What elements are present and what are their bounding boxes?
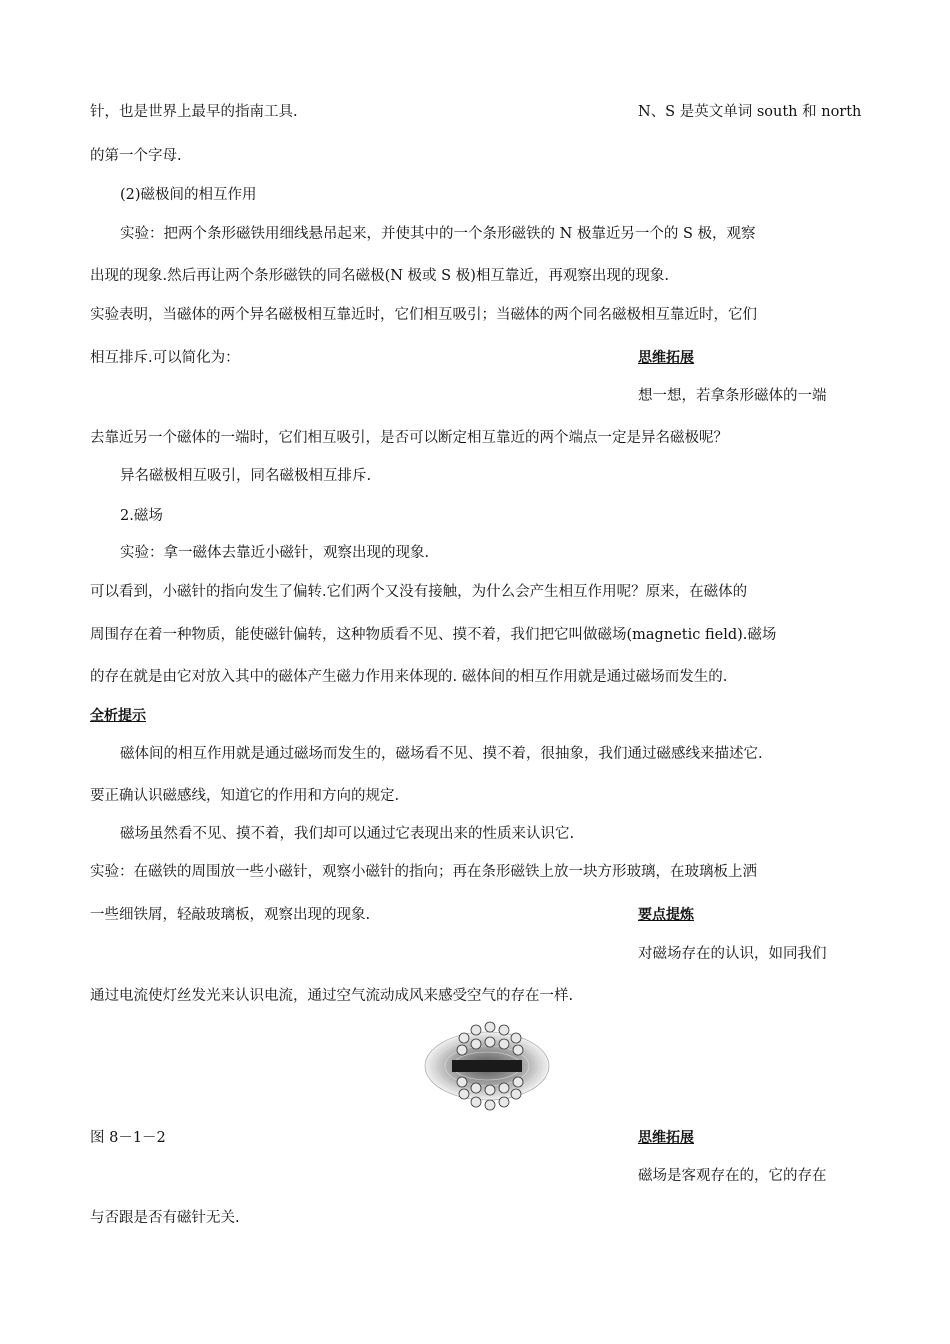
text-line: 的第一个字母.: [90, 148, 182, 164]
bar-magnet: [452, 1060, 522, 1072]
text-line: 出现的现象.然后再让两个条形磁铁的同名磁极(N 极或 S 极)相互靠近，再观察出现的现象.: [90, 268, 669, 284]
text-line: 可以看到，小磁针的指向发生了偏转.它们两个又没有接触，为什么会产生相互作用呢？原来，在磁体的: [90, 584, 748, 600]
text-line: 磁场虽然看不见、摸不着，我们却可以通过它表现出来的性质来认识它.: [120, 826, 575, 842]
text-line: 与否跟是否有磁针无关.: [90, 1210, 240, 1226]
sidebar-heading: 思维拓展: [638, 1130, 694, 1146]
sidebar-heading: 要点提炼: [638, 907, 694, 923]
figure-caption: 图 8－1－2: [90, 1130, 166, 1146]
text-line: 实验：在磁铁的周围放一些小磁针，观察小磁针的指向；再在条形磁铁上放一块方形玻璃，在玻璃板上洒: [90, 864, 757, 880]
side-note-line: 磁场是客观存在的，它的存在: [638, 1168, 827, 1184]
text-line: 去靠近另一个磁体的一端时，它们相互吸引，是否可以断定相互靠近的两个端点一定是异名磁极呢？: [90, 430, 728, 446]
side-note-line: 想一想，若拿条形磁体的一端: [638, 388, 827, 404]
text-line: 通过电流使灯丝发光来认识电流，通过空气流动成风来感受空气的存在一样.: [90, 988, 574, 1004]
side-note-line: 对磁场存在的认识，如同我们: [638, 946, 827, 962]
text-line: 要正确认识磁感线，知道它的作用和方向的规定.: [90, 788, 400, 804]
text-line: 实验：把两个条形磁铁用细线悬吊起来，并使其中的一个条形磁铁的 N 极靠近另一个的 S 极，观察: [120, 226, 756, 242]
text-line: 相互排斥.可以简化为：: [90, 350, 240, 366]
sidebar-heading: 全析提示: [90, 708, 146, 724]
text-line: 周围存在着一种物质，能使磁针偏转，这种物质看不见、摸不着，我们把它叫做磁场(magnetic field).磁场: [90, 627, 777, 643]
text-line: 的存在就是由它对放入其中的磁体产生磁力作用来体现的. 磁体间的相互作用就是通过磁场而发生的.: [90, 669, 728, 685]
side-note-line: N、S 是英文单词 south 和 north: [638, 104, 862, 120]
text-line: 实验表明，当磁体的两个异名磁极相互靠近时，它们相互吸引；当磁体的两个同名磁极相互靠近时，它们: [90, 307, 757, 323]
subsection-heading: (2)磁极间的相互作用: [120, 187, 257, 203]
text-line: 实验：拿一磁体去靠近小磁针，观察出现的现象.: [120, 545, 430, 561]
text-line: 磁体间的相互作用就是通过磁场而发生的，磁场看不见、摸不着，很抽象，我们通过磁感线来描述它.: [120, 746, 763, 762]
text-line: 针，也是世界上最早的指南工具.: [90, 104, 298, 120]
magnet-field-figure: [424, 1020, 550, 1112]
sidebar-heading: 思维拓展: [638, 350, 694, 366]
section-heading: 2.磁场: [120, 508, 163, 524]
text-line: 异名磁极相互吸引，同名磁极相互排斥.: [120, 468, 372, 484]
text-line: 一些细铁屑，轻敲玻璃板，观察出现的现象.: [90, 907, 371, 923]
